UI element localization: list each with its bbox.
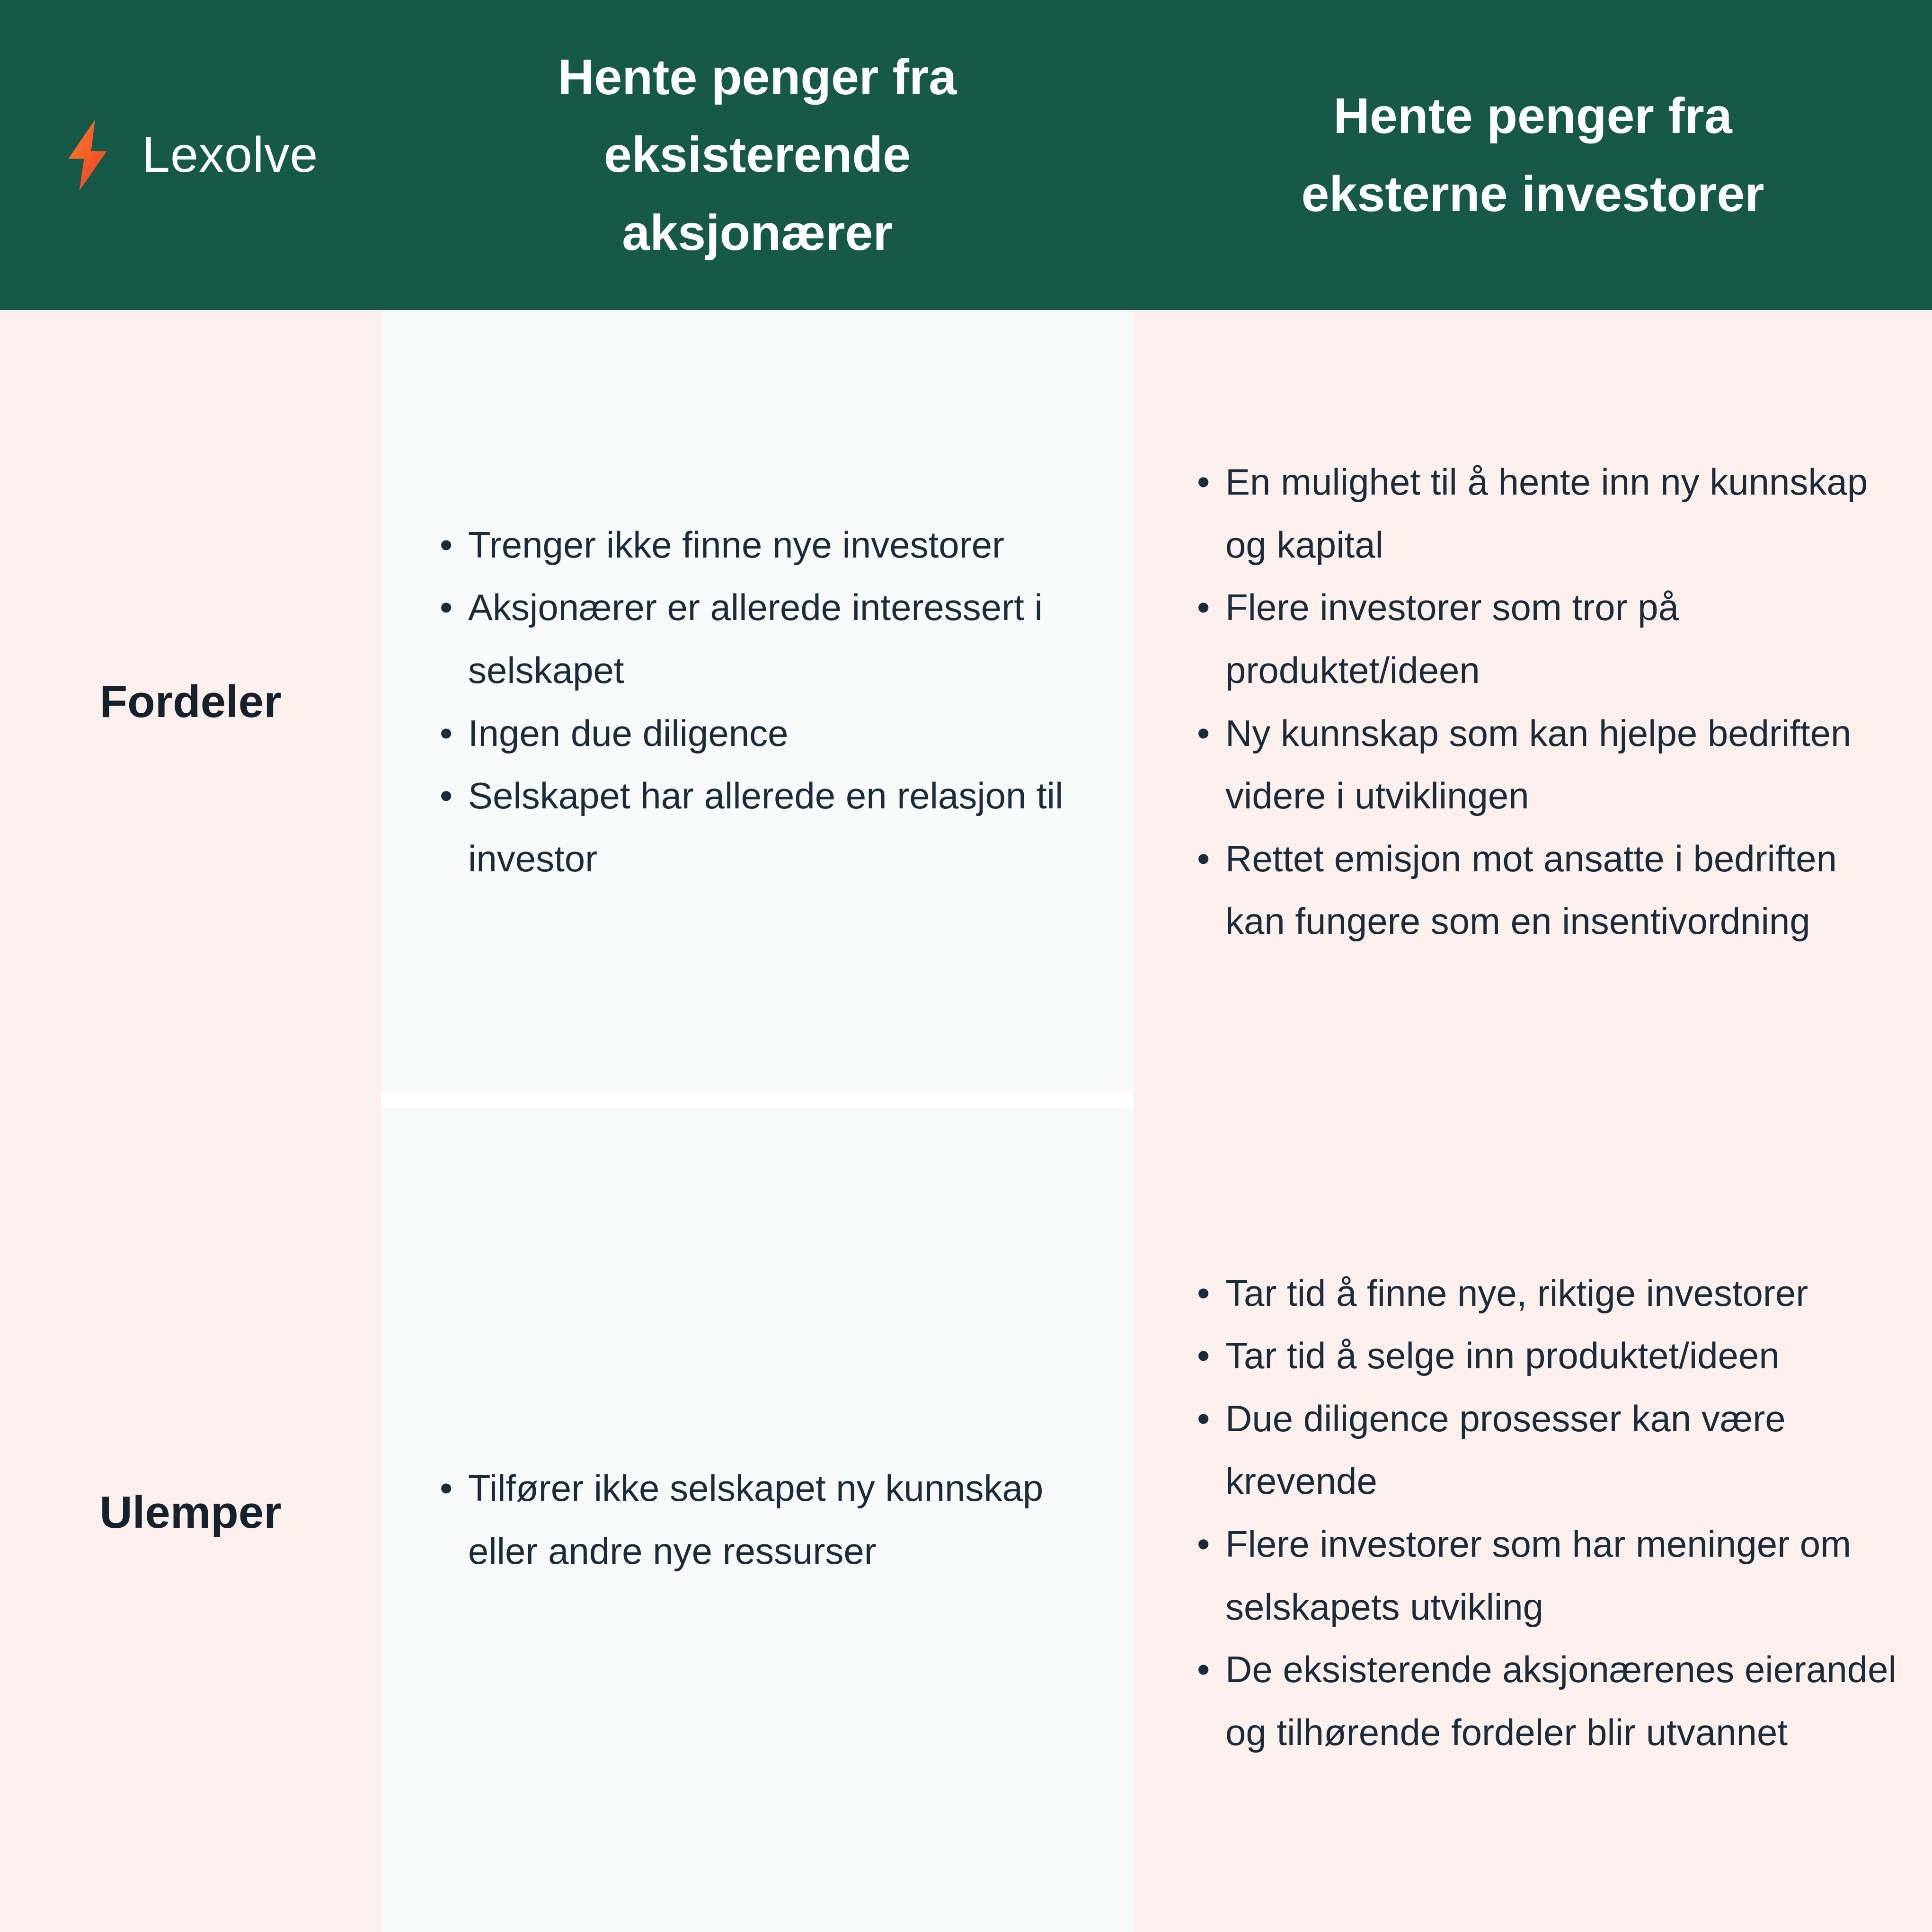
cell-fordeler-external-investors (1134, 310, 1932, 1093)
bullet-list (1195, 1262, 1904, 1764)
list-item: • De eksisterende aksjonærenes eierandel og tilhørende fordeler blir utvannet (1195, 1638, 1904, 1764)
header-bar (0, 0, 1932, 310)
list-item: • Tar tid å selge inn produktet/ideen (1195, 1324, 1904, 1387)
list-item: • Ny kunnskap som kan hjelpe bedriften videre i utviklingen (1195, 702, 1904, 827)
list-item: • Trenger ikke finne nye investorer (438, 514, 1091, 576)
list-item: • Tilfører ikke selskapet ny kunnskap eller andre nye ressurser (438, 1457, 1091, 1582)
lexolve-logo (0, 115, 381, 195)
list-item: • Due diligence prosesser kan være krevende (1195, 1387, 1904, 1513)
lightning-bolt-icon (52, 115, 123, 195)
column-existing-shareholders (381, 310, 1134, 1932)
row-label-fordeler: Fordeler (99, 676, 282, 727)
brand-name: Lexolve (142, 127, 319, 183)
bullet-list (1195, 451, 1904, 953)
list-item: • Ingen due diligence (438, 702, 1091, 765)
column-header-external-investors: Hente penger fra eksterne investorer (1301, 88, 1764, 222)
list-item: • Aksjonærer er allerede interessert i selskapet (438, 576, 1091, 701)
list-item: • Tar tid å finne nye, riktige investorer (1195, 1262, 1904, 1325)
list-item: • En mulighet til å hente inn ny kunnskap og kapital (1195, 451, 1904, 576)
column-header-existing-shareholders: Hente penger fra eksisterende aksjonærer (558, 49, 957, 261)
cell-fordeler-existing-shareholders (381, 310, 1134, 1093)
row-label-ulemper: Ulemper (99, 1487, 282, 1538)
list-item: • Flere investorer som har meninger om selskapets utvikling (1195, 1513, 1904, 1638)
cell-ulemper-external-investors (1134, 1093, 1932, 1932)
cell-ulemper-existing-shareholders (381, 1108, 1134, 1932)
list-item: • Selskapet har allerede en relasjon til investor (438, 764, 1091, 890)
list-item: • Flere investorer som tror på produktet/ideen (1195, 576, 1904, 701)
bullet-list (438, 514, 1091, 890)
list-item: • Rettet emisjon mot ansatte i bedriften kan fungere som en insentivordning (1195, 827, 1904, 953)
bullet-list (438, 1457, 1091, 1582)
comparison-table (0, 310, 1932, 1932)
